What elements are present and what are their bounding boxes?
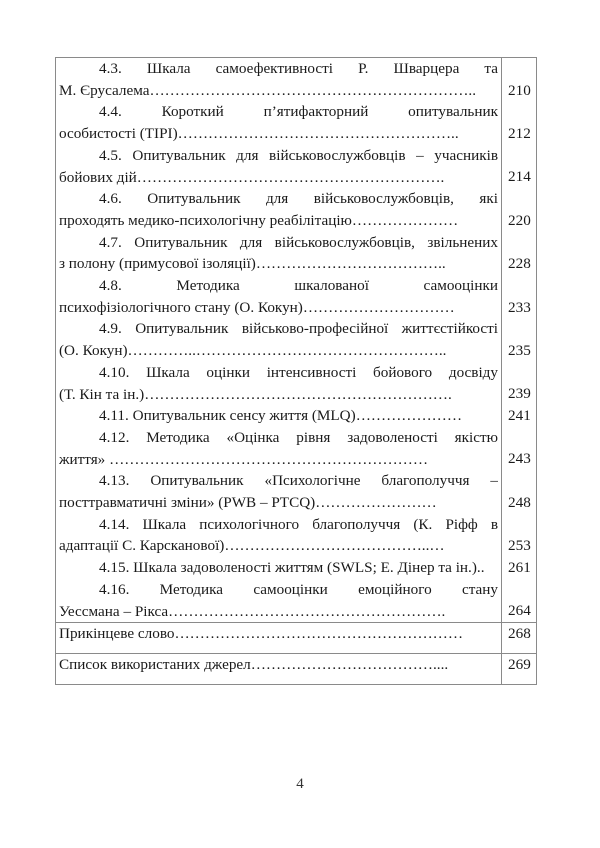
toc-entry[interactable] — [59, 514, 498, 557]
toc-entry-line: 4.5. Опитувальник для військовослужбовців – учасників — [99, 146, 498, 164]
toc-entry-4-7[interactable] — [59, 232, 498, 275]
toc-entry-line: (О. Кокун)…………..………………………………………….. — [59, 342, 447, 360]
toc-page: 253 — [508, 537, 531, 555]
toc-entry[interactable] — [59, 145, 498, 188]
toc-page: 210 — [508, 81, 531, 99]
toc-entry-line: 4.3. Шкала самоефективності Р. Шварцера та — [99, 60, 498, 77]
toc-entry[interactable] — [59, 188, 498, 231]
toc-page-spacer — [508, 427, 533, 449]
table-of-contents — [55, 57, 537, 685]
toc-entry-line: 4.8. Методика шкалованої самооцінки — [99, 277, 498, 295]
toc-page-spacer — [508, 232, 533, 254]
toc-page-spacer — [508, 513, 533, 535]
toc-entry-line: 4.11. Опитувальник сенсу життя (MLQ)………………… — [99, 407, 463, 425]
toc-page-spacer — [508, 470, 533, 492]
toc-page: 220 — [508, 211, 531, 229]
toc-entry-line: 4.14. Шкала психологічного благополуччя (К. Ріфф в — [99, 515, 498, 533]
toc-entry[interactable] — [59, 58, 498, 101]
toc-entry-line: посттравматичні зміни» (PWB – PTCQ)…………………… — [59, 494, 437, 512]
toc-entries-column — [56, 58, 502, 622]
toc-section-row — [56, 58, 536, 623]
toc-entry-4-6[interactable] — [59, 188, 498, 231]
toc-entry[interactable] — [59, 362, 498, 405]
toc-page-spacer — [508, 145, 533, 167]
toc-entry-4-14[interactable] — [59, 514, 498, 557]
toc-entries-column — [56, 654, 502, 684]
toc-page: 248 — [508, 493, 531, 511]
toc-entry-references[interactable]: Список використаних джерел……………………………….... — [59, 656, 449, 674]
toc-page: 235 — [508, 341, 531, 359]
toc-entry[interactable] — [59, 318, 498, 361]
toc-entry-line: 4.9. Опитувальник військово-професійної життєстійкості — [99, 320, 498, 338]
toc-entry[interactable] — [59, 275, 498, 318]
toc-entry-line: особистості (TIPI)……………………………………………….. — [59, 125, 459, 143]
toc-entry-4-12[interactable] — [59, 427, 498, 470]
toc-entry-4-9[interactable] — [59, 318, 498, 361]
toc-entry-4-8[interactable] — [59, 275, 498, 318]
page-number: 4 — [296, 776, 304, 792]
toc-page-spacer — [508, 275, 533, 297]
toc-page-closing: 268 — [508, 625, 531, 643]
toc-entry-4-11[interactable] — [59, 405, 498, 427]
toc-entry-line: 4.15. Шкала задоволеності життям (SWLS; Е. Дінер та ін.).. — [99, 559, 485, 577]
toc-entry[interactable] — [59, 427, 498, 470]
toc-page: 212 — [508, 125, 531, 143]
toc-entry-line: 4.7. Опитувальник для військовослужбовців, звільнених — [99, 233, 498, 251]
toc-entry-4-16[interactable] — [59, 579, 498, 622]
toc-entry[interactable] — [59, 101, 498, 144]
toc-entry-line: М. Єрусалема……………………………………………………….. — [59, 81, 477, 99]
toc-entry-4-5[interactable] — [59, 145, 498, 188]
toc-entry-line: 4.6. Опитувальник для військовослужбовців, які — [99, 190, 498, 208]
toc-entry-line: життя» ……………………………………………………… — [59, 450, 429, 468]
toc-entry-line: Уессмана – Рікса………………………………………………. — [59, 602, 446, 620]
toc-page: 239 — [508, 385, 531, 403]
toc-entry[interactable] — [59, 557, 498, 579]
toc-entries-column — [56, 623, 502, 653]
toc-entry-4-4[interactable] — [59, 101, 498, 144]
toc-entry-4-13[interactable] — [59, 470, 498, 513]
toc-entry-closing[interactable]: Прикінцеве слово………………………………………………… — [59, 625, 464, 643]
toc-entry-line: 4.4. Короткий п’ятифакторний опитувальник — [99, 103, 498, 121]
toc-entry[interactable] — [59, 232, 498, 275]
toc-pages-column — [502, 623, 536, 653]
toc-pages-column — [502, 654, 536, 684]
toc-entry-4-15[interactable] — [59, 557, 498, 579]
toc-page: 243 — [508, 450, 531, 468]
toc-row-references — [56, 654, 536, 684]
toc-page-spacer — [508, 188, 533, 210]
toc-entry-line: 4.10. Шкала оцінки інтенсивності бойового досвіду — [99, 363, 498, 381]
toc-page-references: 269 — [508, 656, 531, 674]
toc-page: 233 — [508, 298, 531, 316]
toc-entry-line: бойових дій……………………………………………………. — [59, 168, 445, 186]
toc-entry-4-10[interactable] — [59, 362, 498, 405]
toc-entry-4-3[interactable] — [59, 58, 498, 101]
toc-entry-line: (Т. Кін та ін.)……………………………………………………. — [59, 385, 452, 403]
toc-page: 261 — [508, 558, 531, 576]
toc-entry-line: 4.16. Методика самооцінки емоційного стану — [99, 580, 498, 598]
toc-page: 264 — [508, 602, 531, 620]
toc-entry[interactable] — [59, 579, 498, 622]
toc-entry-line: психофізіологічного стану (О. Кокун)………………………… — [59, 298, 455, 316]
toc-entry-line: 4.12. Методика «Оцінка рівня задоволеності якістю — [99, 428, 498, 446]
toc-page-spacer — [508, 101, 533, 123]
toc-entry-line: 4.13. Опитувальник «Психологічне благополуччя – — [99, 472, 498, 490]
toc-page: 228 — [508, 255, 531, 273]
toc-page-spacer — [508, 318, 533, 340]
toc-row-closing — [56, 623, 536, 654]
toc-page: 241 — [508, 407, 531, 424]
toc-page-spacer — [508, 362, 533, 384]
toc-entry-line: адаптації С. Карсканової)…………………………………..… — [59, 537, 445, 555]
toc-entry-line: з полону (примусової ізоляції)……………………………….. — [59, 255, 446, 273]
toc-entry[interactable] — [59, 470, 498, 513]
toc-entry-line: проходять медико-психологічну реабілітацію………………… — [59, 211, 459, 229]
toc-page: 214 — [508, 168, 531, 186]
toc-entry[interactable] — [59, 405, 498, 427]
toc-pages-column — [502, 58, 536, 622]
toc-page-spacer — [508, 579, 533, 601]
toc-page-spacer — [508, 58, 533, 80]
